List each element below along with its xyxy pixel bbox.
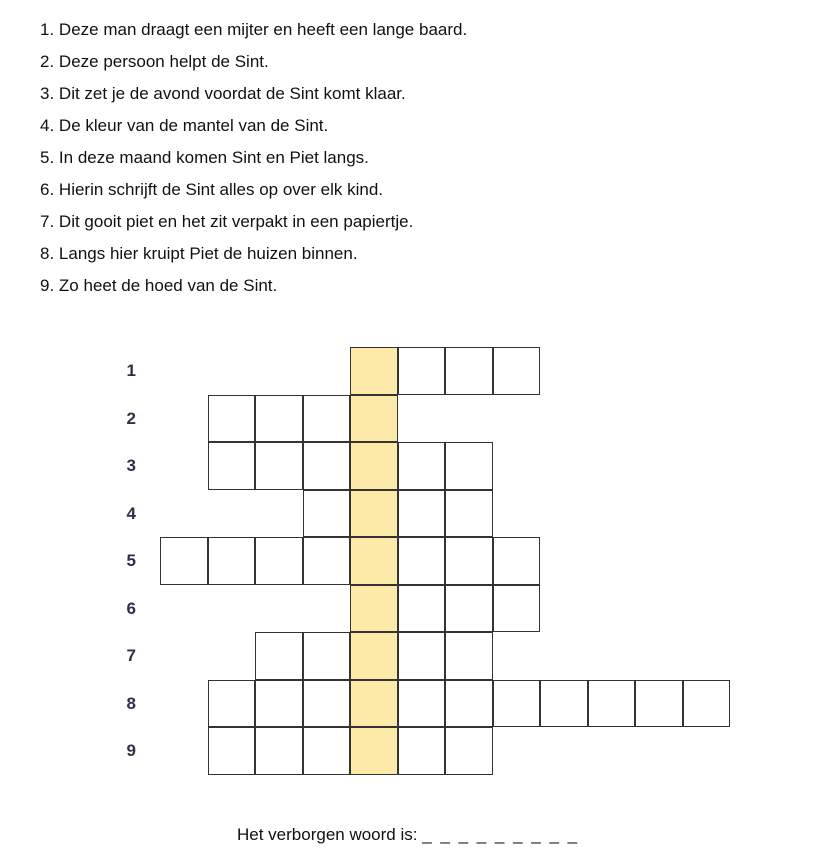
clue-number: 7.: [40, 212, 55, 231]
clue-list: [40, 14, 780, 302]
clue-number: 9.: [40, 276, 55, 295]
clue-number: 4.: [40, 116, 55, 135]
grid-cell[interactable]: [398, 490, 446, 538]
hidden-word-label: Het verborgen woord is:: [237, 825, 418, 844]
clue-text: Deze persoon helpt de Sint.: [58, 52, 269, 71]
grid-row: [0, 585, 827, 633]
grid-cell[interactable]: [398, 347, 446, 395]
clue-number: 1.: [40, 20, 55, 39]
grid-cell-highlighted[interactable]: [350, 442, 398, 490]
clue-number: 8.: [40, 244, 55, 263]
clue-text: Langs hier kruipt Piet de huizen binnen.: [58, 244, 358, 263]
clue-text: Hierin schrijft de Sint alles op over elk kind.: [58, 180, 384, 199]
grid-cell[interactable]: [540, 680, 588, 728]
clue-text: Deze man draagt een mijter en heeft een lange baard.: [58, 20, 468, 39]
grid-cell[interactable]: [303, 442, 351, 490]
grid-row: [0, 537, 827, 585]
grid-cell[interactable]: [208, 727, 256, 775]
clue-item: [40, 110, 780, 142]
grid-row-label: 7: [126, 646, 136, 665]
clue-text: Zo heet de hoed van de Sint.: [58, 276, 278, 295]
grid-row-label: 9: [126, 741, 136, 760]
grid-cell[interactable]: [493, 537, 541, 585]
clue-item: [40, 14, 780, 46]
grid-cell[interactable]: [445, 727, 493, 775]
grid-cell[interactable]: [635, 680, 683, 728]
grid-cell-highlighted[interactable]: [350, 347, 398, 395]
grid-cell-highlighted[interactable]: [350, 585, 398, 633]
grid-cell[interactable]: [255, 632, 303, 680]
grid-cell[interactable]: [255, 442, 303, 490]
grid-row-label: 1: [126, 361, 136, 380]
clue-item: [40, 46, 780, 78]
grid-cell[interactable]: [208, 442, 256, 490]
grid-cell[interactable]: [493, 347, 541, 395]
grid-cell[interactable]: [398, 727, 446, 775]
clue-item: [40, 78, 780, 110]
clue-item: [40, 174, 780, 206]
grid-row: [0, 727, 827, 775]
grid-cell[interactable]: [208, 537, 256, 585]
grid-cell[interactable]: [160, 537, 208, 585]
grid-cell[interactable]: [398, 537, 446, 585]
grid-cell[interactable]: [255, 727, 303, 775]
clue-text: De kleur van de mantel van de Sint.: [58, 116, 329, 135]
grid-row-label: 2: [126, 408, 136, 428]
grid-row: [0, 442, 827, 490]
grid-cell[interactable]: [683, 680, 731, 728]
grid-cell[interactable]: [255, 537, 303, 585]
grid-cell-highlighted[interactable]: [350, 727, 398, 775]
grid-row-label: 6: [126, 598, 136, 618]
clue-number: 3.: [40, 84, 55, 103]
grid-cell[interactable]: [445, 585, 493, 633]
grid-cell[interactable]: [398, 442, 446, 490]
grid-cell-highlighted[interactable]: [350, 537, 398, 585]
clue-item: [40, 270, 780, 302]
clue-item: [40, 206, 780, 238]
grid-cell-highlighted[interactable]: [350, 632, 398, 680]
grid-cell-highlighted[interactable]: [350, 395, 398, 443]
grid-row: [0, 490, 827, 538]
grid-cell-highlighted[interactable]: [350, 680, 398, 728]
clue-item: [40, 238, 780, 270]
grid-cell[interactable]: [303, 632, 351, 680]
grid-cell[interactable]: [303, 680, 351, 728]
grid-cell[interactable]: [445, 632, 493, 680]
grid-row-label: 3: [126, 456, 136, 475]
grid-cell[interactable]: [493, 585, 541, 633]
clue-text: In deze maand komen Sint en Piet langs.: [58, 148, 369, 167]
grid-cell[interactable]: [303, 490, 351, 538]
hidden-word-answer-line: [237, 822, 579, 848]
grid-row: [0, 632, 827, 680]
grid-cell[interactable]: [588, 680, 636, 728]
clue-text: Dit gooit piet en het zit verpakt in een papiertje.: [58, 212, 414, 231]
grid-row: [0, 347, 827, 395]
grid-cell[interactable]: [303, 395, 351, 443]
grid-cell[interactable]: [303, 727, 351, 775]
grid-row-label: 8: [126, 693, 136, 713]
grid-cell[interactable]: [445, 680, 493, 728]
grid-cell[interactable]: [445, 442, 493, 490]
clue-text: Dit zet je de avond voordat de Sint komt klaar.: [58, 84, 406, 103]
clue-number: 2.: [40, 52, 55, 71]
grid-row: [0, 395, 827, 443]
grid-cell[interactable]: [493, 680, 541, 728]
grid-cell[interactable]: [445, 347, 493, 395]
grid-row-label: 5: [126, 551, 136, 570]
grid-cell[interactable]: [255, 395, 303, 443]
grid-cell[interactable]: [398, 585, 446, 633]
grid-cell-highlighted[interactable]: [350, 490, 398, 538]
grid-cell[interactable]: [208, 680, 256, 728]
grid-cell[interactable]: [445, 537, 493, 585]
grid-cell[interactable]: [398, 680, 446, 728]
grid-cell[interactable]: [303, 537, 351, 585]
grid-row-label: 4: [126, 503, 136, 523]
hidden-word-blanks: _ _ _ _ _ _ _ _ _: [422, 825, 580, 844]
grid-cell[interactable]: [208, 395, 256, 443]
grid-row: [0, 680, 827, 728]
clue-number: 5.: [40, 148, 55, 167]
grid-cell[interactable]: [445, 490, 493, 538]
clue-item: [40, 142, 780, 174]
grid-cell[interactable]: [398, 632, 446, 680]
clue-number: 6.: [40, 180, 55, 199]
grid-cell[interactable]: [255, 680, 303, 728]
